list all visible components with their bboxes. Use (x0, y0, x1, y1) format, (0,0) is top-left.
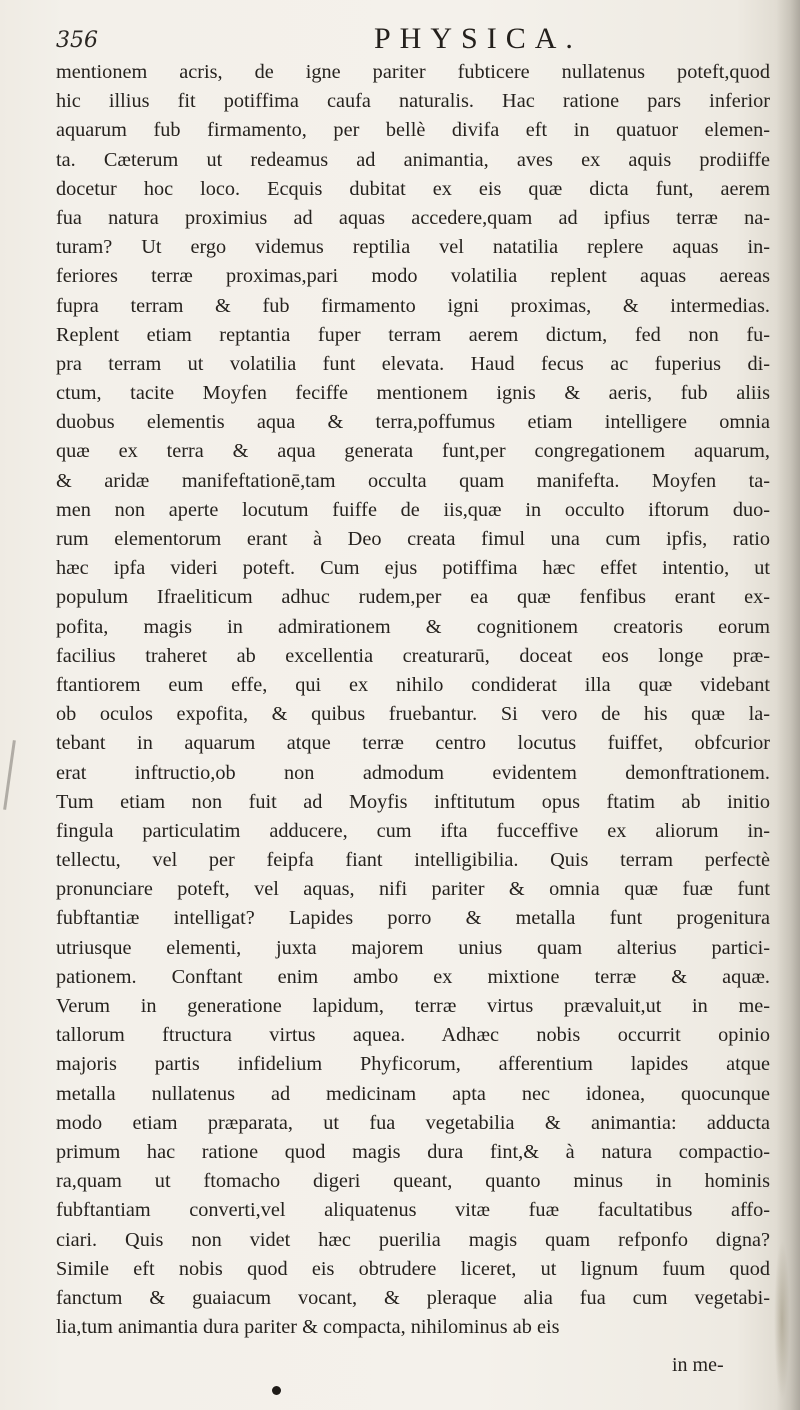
text-line: ctum, tacite Moyfen feciffe mentionem ignis & aeris, fub aliis (56, 382, 770, 405)
text-line: fubftantiam converti,vel aliquatenus vitæ fuæ facultatibus affo- (56, 1199, 770, 1222)
text-line: rum elementorum erant à Deo creata fimul una cum ipfis, ratio (56, 528, 770, 550)
text-line: fanctum & guaiacum vocant, & pleraque alia fua cum vegetabi- (56, 1286, 770, 1309)
text-line: ob oculos expofita, & quibus fruebantur. Si vero de his quæ la- (56, 703, 770, 726)
body-text (56, 58, 770, 1342)
text-line: pra terram ut volatilia funt elevata. Haud fecus ac fuperius di- (56, 352, 770, 375)
text-line: facilius traheret ab excellentia creaturarū, doceat eos longe præ- (56, 644, 770, 667)
text-line: fua natura proximius ad aquas accedere,quam ad ipfius terræ na- (56, 206, 770, 229)
text-line: fingula particulatim adducere, cum ifta fucceffive ex aliorum in- (56, 819, 770, 842)
text-line: modo etiam præparata, ut fua vegetabilia & animantia: adducta (56, 1111, 770, 1134)
catchword: in me- (672, 1354, 724, 1376)
text-line: fubftantiæ intelligat? Lapides porro & metalla funt progenitura (56, 907, 770, 930)
page-edge-shadow (776, 0, 800, 1410)
text-line: Replent etiam reptantia fuper terram aerem dictum, fed non fu- (56, 323, 770, 346)
text-line: utriusque elementi, juxta majorem unius quam alterius partici- (56, 936, 770, 959)
text-line: erat inftructio,ob non admodum evidentem demonftrationem. (56, 761, 770, 784)
text-line: ra,quam ut ftomacho digeri queant, quanto minus in hominis (56, 1170, 770, 1193)
text-line: aquarum fub firmamento, per bellè divifa eft in quatuor elemen- (56, 119, 770, 142)
text-line: turam? Ut ergo videmus reptilia vel natatilia replere aquas in- (56, 236, 770, 259)
text-line: pronunciare poteft, vel aquas, nifi pariter & omnia quæ fuæ funt (56, 878, 770, 901)
text-line: hæc ipfa videri poteft. Cum ejus potiffima hæc effet intentio, ut (56, 557, 770, 580)
page-number: 356 (56, 28, 98, 53)
page-header (56, 22, 756, 62)
ink-dot (272, 1386, 281, 1395)
text-line: ftantiorem eum effe, qui ex nihilo condiderat illa quæ videbant (56, 673, 770, 696)
text-line: Verum in generatione lapidum, terræ virtus prævaluit,ut in me- (56, 995, 770, 1017)
text-line: men non aperte locutum fuiffe de iis,quæ in occulto iftorum duo- (56, 498, 770, 521)
text-line: quæ ex terra & aqua generata funt,per congregationem aquarum, (56, 440, 770, 463)
text-line: docetur hoc loco. Ecquis dubitat ex eis quæ dicta funt, aerem (56, 177, 770, 200)
text-line: mentionem acris, de igne pariter fubticere nullatenus poteft,quod (56, 61, 770, 83)
text-line: Tum etiam non fuit ad Moyfis inftitutum opus ftatim ab initio (56, 790, 770, 813)
text-line: majoris partis infidelium Phyficorum, afferentium lapides atque (56, 1053, 770, 1076)
text-line: pationem. Conftant enim ambo ex mixtione terræ & aquæ. (56, 965, 770, 988)
text-line: & aridæ manifeftationē,tam occulta quam manifefta. Moyfen ta- (56, 469, 770, 492)
paper-stain (774, 1240, 790, 1400)
text-line: ciari. Quis non videt hæc puerilia magis quam refponfo digna? (56, 1228, 770, 1251)
text-line: fupra terram & fub firmamento igni proximas, & intermedias. (56, 294, 770, 317)
text-line: populum Ifraeliticum adhuc rudem,per ea quæ fenfibus erant ex- (56, 586, 770, 609)
text-line: tebant in aquarum atque terræ centro locutus fuiffet, obfcurior (56, 732, 770, 755)
text-line: primum hac ratione quod magis dura fint,& à natura compactio- (56, 1140, 770, 1163)
text-line: lia,tum animantia dura pariter & compacta, nihilominus ab eis (56, 1316, 560, 1339)
text-line: duobus elementis aqua & terra,poffumus etiam intelligere omnia (56, 411, 770, 434)
text-line: pofita, magis in admirationem & cognitionem creatoris eorum (56, 615, 770, 638)
text-line: tallorum ftructura virtus aquea. Adhæc nobis occurrit opinio (56, 1024, 770, 1047)
text-line: feriores terræ proximas,pari modo volatilia replent aquas aereas (56, 265, 770, 288)
text-line: hic illius fit potiffima caufa naturalis. Hac ratione pars inferior (56, 90, 770, 113)
text-line: Simile eft nobis quod eis obtrudere liceret, ut lignum fuum quod (56, 1257, 770, 1280)
text-line: tellectu, vel per feipfa fiant intelligibilia. Quis terram perfectè (56, 849, 770, 872)
running-title: PHYSICA. (374, 22, 582, 55)
text-line: ta. Cæterum ut redeamus ad animantia, aves ex aquis prodiiffe (56, 148, 770, 171)
margin-ink-stroke (3, 740, 16, 810)
text-line: metalla nullatenus ad medicinam apta nec idonea, quocunque (56, 1082, 770, 1105)
